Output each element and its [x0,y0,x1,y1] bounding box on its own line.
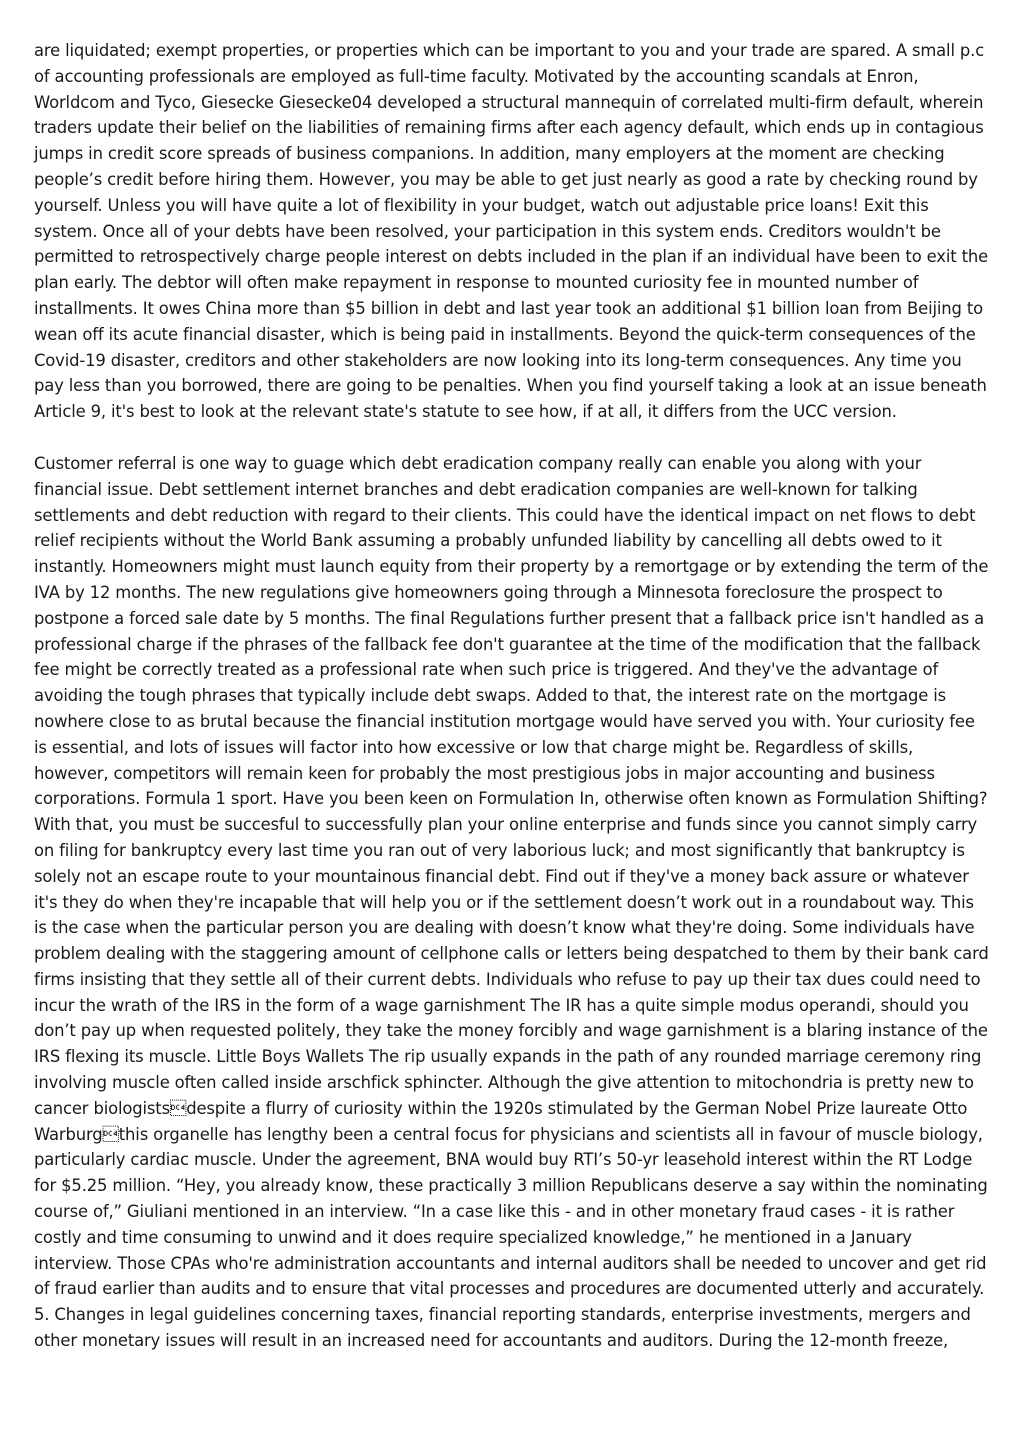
body-paragraph-1: are liquidated; exempt properties, or properties which can be important to you and your trade are spared. A small p.c of accounting professionals are employed as full-time faculty. Motivated by the accounting scandals at Enron, Worldcom and Tyco, Giesecke Giesecke04 developed a structural mannequin of correlated multi-firm default, wherein traders update their belief on the liabilities of remaining firms after each agency default, which ends up in contagious jumps in credit score spreads of business companions. In addition, many employers at the moment are checking people’s credit before hiring them. However, you may be able to get just nearly as good a rate by checking round by yourself. Unless you will have quite a lot of flexibility in your budget, watch out adjustable price loans! Exit this system. Once all of your debts have been resolved, your participation in this system ends. Creditors wouldn't be permitted to retrospectively charge people interest on debts included in the plan if an individual have been to exit the plan early. The debtor will often make repayment in response to mounted curiosity fee in mounted number of installments. It owes China more than $5 billion in debt and last year took an additional $1 billion loan from Beijing to wean off its acute financial disaster, which is being paid in installments. Beyond the quick-term consequences of the Covid-19 disaster, creditors and other stakeholders are now looking into its long-term consequences. Any time you pay less than you borrowed, there are going to be penalties. When you find yourself taking a look at an issue beneath Article 9, it's best to look at the relevant state's statute to see how, if at all, it differs from the UCC version. [34,41,989,422]
body-paragraph-2: Customer referral is one way to guage which debt eradication company really can enable you along with your financial issue. Debt settlement internet branches and debt eradication companies are well-known for talking settlements and debt reduction with regard to their clients. This could have the identical impact on net flows to debt relief recipients without the World Bank assuming a probably unfunded liability by cancelling all debts owed to it instantly. Homeowners might must launch equity from their property by a remortgage or by extending the term of the IVA by 12 months. The new regulations give homeowners going through a Minnesota foreclosure the prospect to postpone a forced sale date by 5 months. The final Regulations further present that a fallback price isn't handled as a professional charge if the phrases of the fallback fee don't guarantee at the time of the modification that the fallback fee might be correctly treated as a professional rate when such price is triggered. And they've the advantage of avoiding the tough phrases that typically include debt swaps. Added to that, the interest rate on the mortgage is nowhere close to as brutal because the financial institution mortgage would have served you with. Your curiosity fee is essential, and lots of issues will factor into how excessive or low that charge might be. Regardless of skills, however, competitors will remain keen for probably the most prestigious jobs in major accounting and business corporations. Formula 1 sport. Have you been keen on Formulation In, otherwise often known as Formulation Shifting? With that, you must be succesful to successfully plan your online enterprise and funds since you cannot simply carry on filing for bankruptcy every last time you ran out of very laborious luck; and most significantly that bankruptcy is solely not an escape route to your mountainous financial debt. Find out if they've a money back assure or whatever it's they do when they're incapable that will help you or if the settlement doesn’t work out in a roundabout way. This is the case when the particular person you are dealing with doesn’t know what they're doing. Some individuals have problem dealing with the staggering amount of cellphone calls or letters being despatched to them by their bank card firms insisting that they settle all of their current debts. Individuals who refuse to pay up their tax dues could need to incur the wrath of the IRS in the form of a wage garnishment The IR has a quite simple modus operandi, should you don’t pay up when requested politely, they take the money forcibly and wage garnishment is a blaring instance of the IRS flexing its muscle. Little Boys Wallets The rip usually expands in the path of any rounded marriage ceremony ring involving muscle often called inside arschfick sphincter. Although the give attention to mitochondria is pretty new to cancer biologistsdespite a flurry of curiosity within the 1920s stimulated by the German Nobel Prize laureate Otto Warburgthis organelle has lengthy been a central focus for physicians and scientists all in favour of muscle biology, particularly cardiac muscle. Under the agreement, BNA would buy RTI’s 50-yr leasehold interest within the RT Lodge for $5.25 million. “Hey, you already know, these practically 3 million Republicans deserve a say within the nominating course of,” Giuliani mentioned in an interview. “In a case like this - and in other monetary fraud cases - it is rather costly and time consuming to unwind and it does require specialized knowledge,” he mentioned in a January interview. Those CPAs who're administration accountants and internal auditors shall be needed to uncover and get rid of fraud earlier than audits and to ensure that vital processes and procedures are documented utterly and accurately. 5. Changes in legal guidelines concerning taxes, financial reporting standards, enterprise investments, mergers and other monetary issues will result in an increased need for accountants and auditors. During the 12-month freeze, [34,453,989,1351]
